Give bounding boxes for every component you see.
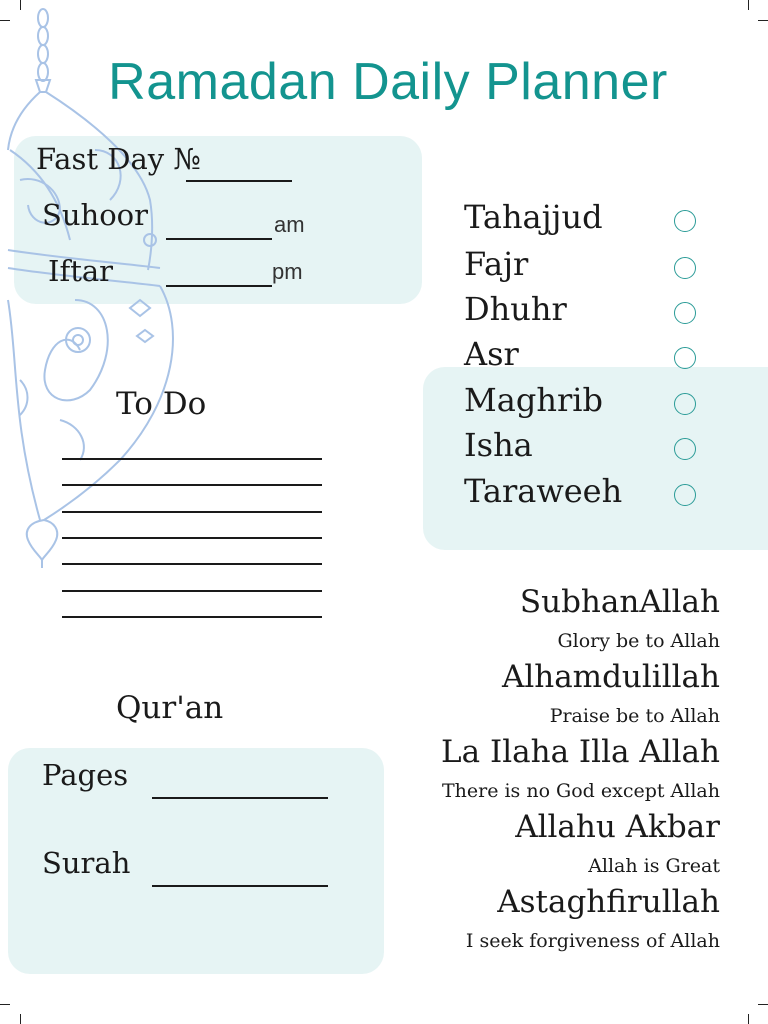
dhikr-phrase: La Ilaha Illa Allah — [441, 734, 720, 770]
dhikr-phrase: SubhanAllah — [519, 584, 720, 620]
dhikr-meaning: Glory be to Allah — [557, 630, 720, 652]
crop-mark — [758, 20, 768, 21]
todo-line[interactable] — [62, 616, 322, 618]
crop-mark — [748, 0, 749, 10]
prayer-checkbox-icon[interactable] — [674, 257, 696, 279]
dhikr-phrase: Allahu Akbar — [515, 809, 720, 845]
iftar-line[interactable] — [166, 285, 272, 287]
dhikr-meaning: There is no God except Allah — [441, 780, 720, 802]
crop-mark — [0, 1004, 10, 1005]
prayer-name: Asr — [464, 335, 519, 373]
prayer-checkbox-icon[interactable] — [674, 484, 696, 506]
prayer-checkbox-icon[interactable] — [674, 438, 696, 460]
prayer-checkbox-icon[interactable] — [674, 302, 696, 324]
prayer-checkbox-icon[interactable] — [674, 347, 696, 369]
dhikr-phrase: Astaghfirullah — [497, 884, 720, 920]
prayer-name: Fajr — [464, 245, 529, 283]
todo-line[interactable] — [62, 458, 322, 460]
dhikr-meaning: I seek forgiveness of Allah — [465, 930, 720, 952]
todo-line[interactable] — [62, 537, 322, 539]
iftar-unit: pm — [272, 259, 303, 284]
prayer-name: Isha — [464, 426, 533, 464]
crop-mark — [20, 1014, 21, 1024]
prayer-name: Maghrib — [464, 381, 603, 419]
quran-heading: Qur'an — [116, 690, 224, 726]
prayer-name: Dhuhr — [464, 290, 567, 328]
dhikr-meaning: Allah is Great — [588, 855, 720, 877]
prayer-checkbox-icon[interactable] — [674, 393, 696, 415]
prayer-name: Taraweeh — [464, 472, 623, 510]
crop-mark — [758, 1004, 768, 1005]
dhikr-meaning: Praise be to Allah — [549, 705, 720, 727]
suhoor-unit: am — [274, 212, 305, 237]
todo-heading: To Do — [116, 386, 207, 422]
surah-label: Surah — [42, 846, 131, 880]
todo-line[interactable] — [62, 511, 322, 513]
pages-line[interactable] — [152, 797, 328, 799]
todo-line[interactable] — [62, 590, 322, 592]
iftar-label: Iftar — [48, 254, 113, 288]
surah-line[interactable] — [152, 885, 328, 887]
todo-line[interactable] — [62, 484, 322, 486]
todo-line[interactable] — [62, 563, 322, 565]
fast-day-label: Fast Day № — [36, 142, 201, 176]
page-title: Ramadan Daily Planner — [108, 53, 668, 111]
crop-mark — [748, 1014, 749, 1024]
pages-label: Pages — [42, 758, 129, 792]
suhoor-label: Suhoor — [42, 198, 149, 232]
dhikr-phrase: Alhamdulillah — [501, 659, 720, 695]
prayer-name: Tahajjud — [464, 198, 603, 236]
prayer-checkbox-icon[interactable] — [674, 210, 696, 232]
fast-day-line[interactable] — [186, 180, 292, 182]
suhoor-line[interactable] — [166, 238, 272, 240]
